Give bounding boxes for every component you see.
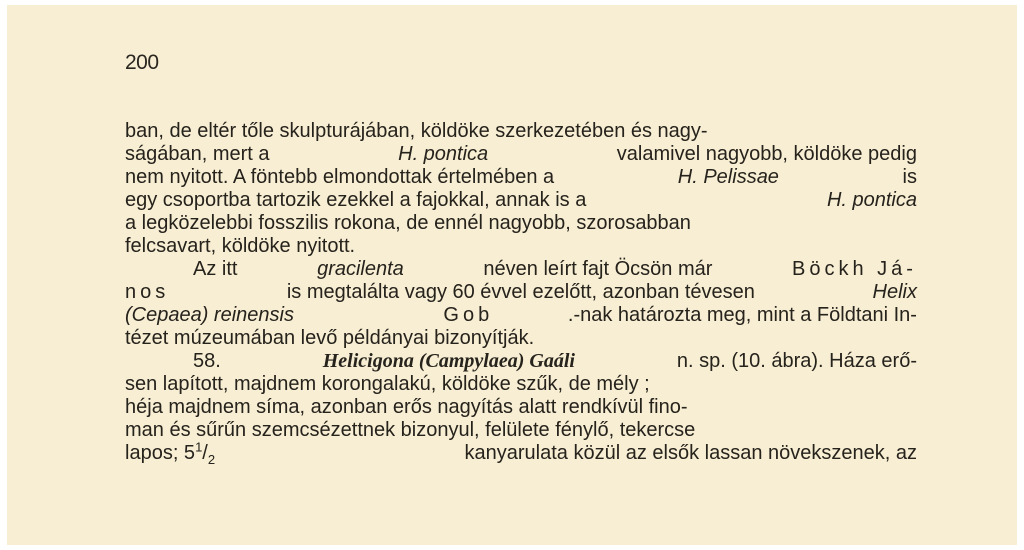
text-line-12: sen lapított, majdnem korongalakú, köldöke szűk, de mély ; bbox=[125, 373, 650, 395]
taxon-name: gracilenta bbox=[317, 258, 404, 280]
fraction-denominator: 2 bbox=[207, 452, 216, 467]
taxon-name: Helix bbox=[872, 281, 917, 303]
body-text bbox=[125, 120, 917, 465]
taxon-name: H. Pelissae bbox=[677, 166, 779, 188]
text-line-15: lapos; $5^1/_2$ kanyarulata közül az elsők lassan növekszenek, az bbox=[125, 439, 917, 467]
text-line-8: nos is megtalálta vagy 60 évvel ezelőtt, azonban tévesen Helix bbox=[125, 281, 917, 303]
author-name: Böckh Já- bbox=[792, 258, 917, 280]
author-name: Gob bbox=[443, 304, 494, 326]
text-line-13: héja majdnem síma, azonban erős nagyítás alatt rendkívül fino- bbox=[125, 396, 688, 418]
taxon-name: H. pontica bbox=[826, 189, 917, 211]
species-name: Helicigona (Campylaea) Gaáli bbox=[322, 350, 575, 372]
text-line-7: Az itt gracilenta néven leírt fajt Öcsön már Böckh Já- bbox=[193, 258, 917, 280]
author-name: nos bbox=[125, 281, 170, 303]
text-line-3: nem nyitott. A föntebb elmondottak értelmében a H. Pelissae is bbox=[125, 166, 917, 188]
text-line-5: a legközelebbi fosszilis rokona, de ennél nagyobb, szorosabban bbox=[125, 212, 691, 234]
taxon-name: H. pontica bbox=[398, 143, 489, 165]
text-line-4: egy csoportba tartozik ezekkel a fajokkal, annak is a H. pontica bbox=[125, 189, 917, 211]
page-number: 200 bbox=[125, 51, 159, 74]
text-line-6: felcsavart, köldöke nyitott. bbox=[125, 235, 356, 257]
text-line-10: tézet múzeumában levő példányai bizonyítják. bbox=[125, 327, 535, 349]
text-line-2: ságában, mert a H. pontica valamivel nagyobb, köldöke pedig bbox=[125, 143, 917, 165]
species-number: 58. bbox=[193, 350, 221, 372]
text-line-1: ban, de eltér tőle skulpturájában, köldöke szerkezetében és nagy- bbox=[125, 120, 708, 142]
text-line-9: (Cepaea) reinensis Gob .-nak határozta meg, mint a Földtani In- bbox=[125, 304, 917, 326]
taxon-name: (Cepaea) reinensis bbox=[125, 304, 294, 326]
book-page bbox=[7, 5, 1017, 545]
text-line-14: man és sűrűn szemcsézettnek bizonyul, felülete fénylő, tekercse bbox=[125, 419, 696, 441]
text-line-11: 58. Helicigona (Campylaea) Gaáli n. sp. (10. ábra). Háza erő- bbox=[193, 350, 917, 372]
fraction-numerator: 1 bbox=[195, 439, 203, 455]
